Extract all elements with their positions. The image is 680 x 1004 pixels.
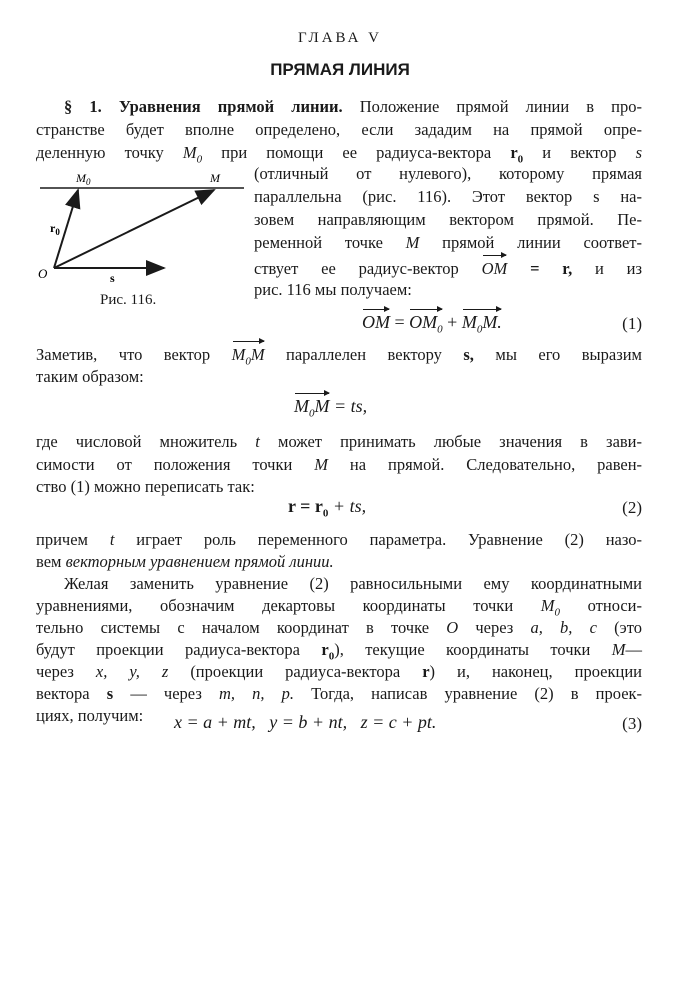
label-s: s — [110, 271, 115, 285]
text-line: вем векторным уравнением прямой линии. — [36, 552, 334, 571]
text-span: прямой линии соответ- — [442, 233, 642, 252]
figure-caption: Рис. 116. — [100, 292, 157, 308]
page-title: ПРЯМАЯ ЛИНИЯ — [270, 60, 410, 79]
text-line — [254, 232, 642, 254]
text-line: странстве будет вполне определено, если зададим на прямой опре- — [36, 120, 642, 139]
text-line: уравнениями, обозначим декартовы координаты точки $M_0$ относи- — [36, 596, 643, 619]
text-span: = r, — [530, 259, 573, 278]
equation-2: $r = r_0$ + ts, — [288, 496, 367, 520]
text-line: рис. 116 мы получаем: — [254, 280, 412, 299]
label-m0: $M_0$ — [76, 171, 91, 187]
vector-r — [54, 190, 214, 268]
text-line — [254, 258, 642, 280]
equation-number-1: (1) — [622, 314, 642, 333]
text-line: тельно системы с началом координат в точке O через a, b, c (это — [36, 618, 642, 637]
text-span: при помощи ее радиуса-вектора — [221, 143, 492, 162]
section-heading: Уравнения прямой линии. — [118, 97, 343, 116]
section-number: § 1. — [64, 97, 102, 116]
label-m: M — [210, 171, 220, 185]
equation-number-2: (2) — [622, 498, 642, 517]
text-span: ствует ее радиус-вектор — [254, 259, 459, 278]
text-line: таким образом: — [36, 367, 144, 386]
text-line: будут проекции радиуса-вектора $r_0$), текущие координаты точки M— — [36, 640, 642, 663]
symbol-M0: $M_0$ — [182, 143, 203, 166]
text-line: ство (1) можно переписать так: — [36, 477, 255, 496]
text-line: параллельна (рис. 116). Этот вектор s на- — [254, 187, 642, 206]
text-line: через x, y, z (проекции радиуса-вектора r) и, наконец, проекции — [36, 662, 642, 681]
vector-OM: OM — [481, 259, 508, 278]
text-span: и из — [595, 259, 643, 278]
text-span: деленную точку — [36, 143, 164, 162]
text-line: вектора s — через m, n, p. Тогда, написав уравнение (2) в проек- — [36, 684, 643, 703]
text-line: симости от положения точки M на прямой. Следовательно, равен- — [36, 455, 643, 474]
text-line: где числовой множитель t может принимать любые значения в зави- — [36, 432, 643, 451]
text-span: ременной точке — [254, 233, 383, 252]
text-line: Заметив, что вектор $M_0M$ параллелен вектору s, мы его выразим — [36, 344, 642, 372]
symbol-s: s — [635, 143, 643, 162]
text-line: циях, получим: — [36, 706, 144, 725]
symbol-M: M — [405, 233, 420, 252]
label-o: O — [38, 266, 48, 281]
equation-mid: $M_0M$ = ts, — [294, 396, 368, 420]
equation-3: x = a + mt, y = b + nt, z = c + pt. — [174, 712, 437, 732]
text-span: и вектор — [542, 143, 617, 162]
chapter-heading: ГЛАВА V — [297, 30, 383, 46]
symbol-r0: $r_0$ — [510, 143, 524, 166]
label-r0: $r_0$ — [50, 221, 60, 237]
equation-number-3: (3) — [622, 714, 642, 733]
text-line: причем t играет роль переменного параметра. Уравнение (2) назо- — [36, 530, 643, 549]
equation-1: OM = $OM_0 + M_0M$. — [362, 312, 502, 336]
text-line: (отличный от нулевого), которому прямая — [254, 164, 642, 183]
text-line — [64, 96, 642, 118]
text-line: зовем направляющим вектором прямой. Пе- — [254, 210, 642, 229]
text-span: Положение прямой линии в про- — [359, 97, 643, 116]
text-line: Желая заменить уравнение (2) равносильными ему координатными — [64, 574, 642, 593]
